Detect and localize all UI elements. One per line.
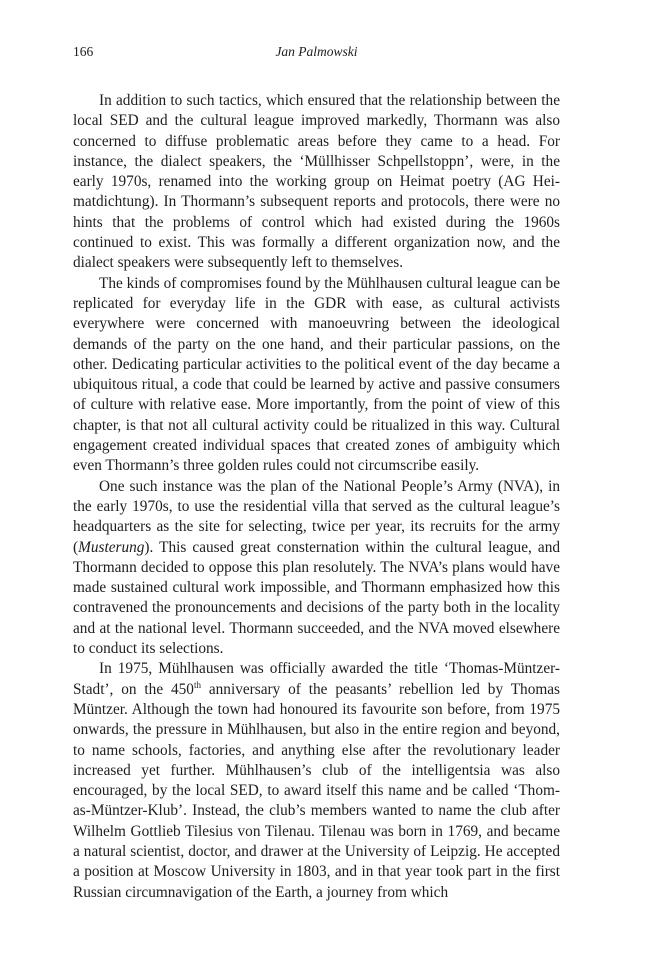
running-head (73, 44, 560, 64)
paragraph-4-text-b: anniversary of the peasants’ rebellion led by Thomas Müntzer. Although the town had honoured its favourite son before, from 1975 onwards, the pressure in Mühlhausen, but also in the entire region and beyond, to name schools, factories, and anything else after the revolutionary leader increased yet further. Mühlhausen’s club of the intelligentsia was also encouraged, by the local SED, to award itself this name and be called ‘Thomas-Müntzer-Klub’. Instead, the club’s members wanted to name the club after Wilhelm Gottlieb Tilesius von Tilenau. Tilenau was born in 1769, and became a natural scientist, doctor, and drawer at the University of Leipzig. He accepted a position at Moscow University in 1803, and in that year took part in the first Russian circumnavigation of the Earth, a journey from which (73, 680, 560, 901)
paragraph-1: In addition to such tactics, which ensured that the relationship between the local SED and the cultural league improved markedly, Thormann was also concerned to diffuse problematic areas before they came to a head. For instance, the dialect speakers, the ‘Müllhisser Schpellstoppn’, were, in the early 1970s, renamed into the working group on Heimat poetry (AG Heimatdichtung). In Thormann’s subsequent reports and protocols, there were no hints that the problems of control which had existed during the 1960s continued to exist. This was formally a different organization now, and the dialect speakers were subsequently left to themselves. (73, 92, 560, 272)
body-text (73, 91, 560, 903)
paragraph-4-text-a: In 1975, Mühlhausen was officially awarded the title ‘Thomas-Müntzer-Stadt’, on the 450 (73, 660, 560, 698)
running-head-author: Jan Palmowski (275, 44, 358, 59)
paragraph-3-text-a: One such instance was the plan of the National People’s Army (NVA), in the early 1970s, to use the residential villa that served as the cultural league’s headquarters as the site for selecting, twice per year, its recruits for the army ( (73, 477, 560, 556)
paragraph-3-italic-term: Musterung (78, 538, 145, 556)
paragraph-3 (73, 477, 560, 660)
paragraph-3-text-b: ). This caused great consternation within the cultural league, and Thormann decided to oppose this plan resolutely. The NVA’s plans would have made sustained cultural work impossible, and Thormann emphasized how this contravened the pronouncements and decisions of the party both in the locality and at the national level. Thormann succeeded, and the NVA moved elsewhere to conduct its selections. (73, 538, 560, 658)
paragraph-2: The kinds of compromises found by the Mühlhausen cultural league can be replicated for everyday life in the GDR with ease, as cultural activists everywhere were concerned with manoeuvring between the ideological demands of the party on the one hand, and their particular passions, on the other. Dedicating particular activities to the political event of the day became a ubiquitous ritual, a code that could be learned by active and passive consumers of culture with relative ease. More importantly, from the point of view of this chapter, is that not all cultural activity could be ritualized in this way. Cultural engagement created individual spaces that created zones of ambiguity which even Thormann’s three golden rules could not circumscribe easily. (73, 274, 560, 475)
paragraph-4 (73, 659, 560, 903)
ordinal-superscript: th (193, 679, 201, 690)
page-number: 166 (73, 44, 94, 59)
